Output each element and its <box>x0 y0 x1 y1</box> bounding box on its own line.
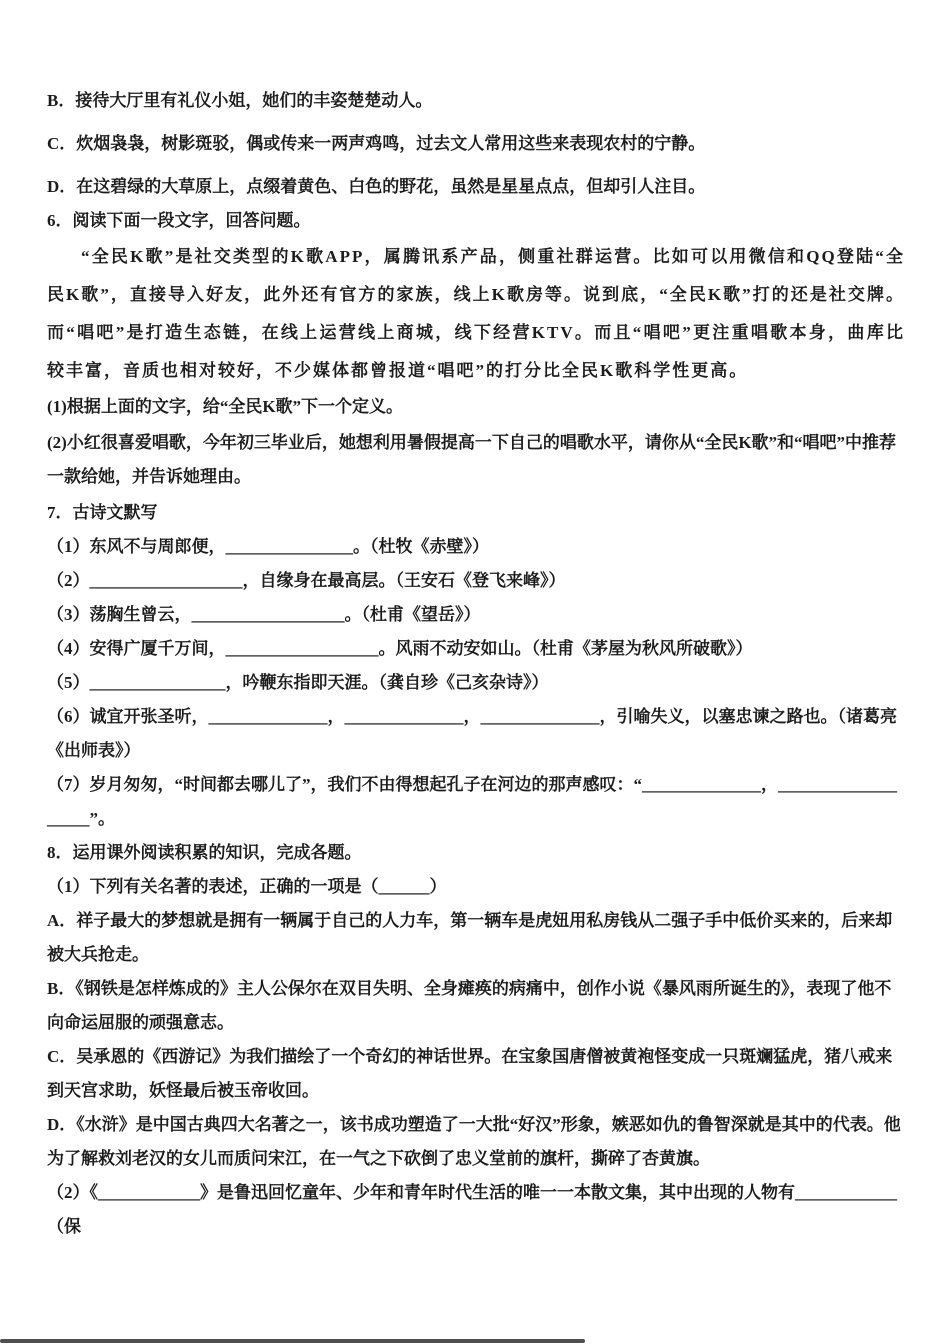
question-8-choice-c: C．吴承恩的《西游记》为我们描绘了一个奇幻的神话世界。在宝象国唐僧被黄袍怪变成一只斑斓猛虎，猪八戒来到天宫求助，妖怪最后被玉帝收回。 <box>47 1047 893 1100</box>
question-7-item-1: （1）东风不与周郎便，_______________。（杜牧《赤壁》） <box>47 537 489 556</box>
horizontal-scrollbar[interactable] <box>0 1338 950 1344</box>
question-8-part-2: （2）《____________》是鲁迅回忆童年、少年和青年时代生活的唯一一本散文集，其中出现的人物有____________（保 <box>47 1183 897 1236</box>
question-7-title: 7．古诗文默写 <box>47 503 158 522</box>
question-6-part-2: (2)小红很喜爱唱歌，今年初三毕业后，她想利用暑假提高一下自己的唱歌水平，请你从“全民K歌”和“唱吧”中推荐一款给她，并告诉她理由。 <box>47 433 897 486</box>
question-8-part-1: （1）下列有关名著的表述，正确的一项是（______） <box>47 877 447 896</box>
question-7-item-6: （6）诚宜开张圣听，______________，______________，______________，引喻失义，以塞忠谏之路也。（诸葛亮《出师表》） <box>47 707 897 760</box>
question-6-stem: 6．阅读下面一段文字，回答问题。 <box>47 211 311 230</box>
option-d: D．在这碧绿的大草原上，点缀着黄色、白色的野花，虽然是星星点点，但却引人注目。 <box>47 177 706 196</box>
question-8-title: 8．运用课外阅读积累的知识，完成各题。 <box>47 843 362 862</box>
question-6-passage: “全民K歌”是社交类型的K歌APP，属腾讯系产品，侧重社群运营。比如可以用微信和QQ登陆“全民K歌”，直接导入好友，此外还有官方的家族，线上K歌房等。说到底，“全民K歌”打的还是社交牌。而“唱吧”是打造生态链，在线上运营线上商城，线下经营KTV。而且“唱吧”更注重唱歌本身，曲库比较丰富，音质也相对较好，不少媒体都曾报道“唱吧”的打分比全民K歌科学性更高。 <box>47 247 905 380</box>
question-8-choice-a: A．祥子最大的梦想就是拥有一辆属于自己的人力车，第一辆车是虎妞用私房钱从二强子手中低价买来的，后来却被大兵抢走。 <box>47 911 893 964</box>
exam-document <box>47 84 905 1244</box>
question-7-item-5: （5）________________，吟鞭东指即天涯。（龚自珍《己亥杂诗》） <box>47 673 549 692</box>
scrollbar-thumb[interactable] <box>0 1339 585 1343</box>
question-8-choice-d: D．《水浒》是中国古典四大名著之一，该书成功塑造了一大批“好汉”形象，嫉恶如仇的鲁智深就是其中的代表。他为了解救刘老汉的女儿而质问宋江，在一气之下砍倒了忠义堂前的旗杆，撕碎了杏黄旗。 <box>47 1115 901 1168</box>
question-7-item-3: （3）荡胸生曾云，__________________。（杜甫《望岳》） <box>47 605 481 624</box>
question-6-part-1: (1)根据上面的文字，给“全民K歌”下一个定义。 <box>47 397 404 416</box>
question-7-item-4: （4）安得广厦千万间，__________________。风雨不动安如山。（杜甫《茅屋为秋风所破歌》） <box>47 639 753 658</box>
option-b: B．接待大厅里有礼仪小姐，她们的丰姿楚楚动人。 <box>47 91 433 110</box>
question-7-item-7: （7）岁月匆匆，“时间都去哪儿了”，我们不由得想起孔子在河边的那声感叹：“______________，___________________”。 <box>47 775 897 828</box>
question-8-choice-b: B．《钢铁是怎样炼成的》主人公保尔在双目失明、全身瘫痪的病痛中，创作小说《暴风雨所诞生的》，表现了他不向命运屈服的顽强意志。 <box>47 979 892 1032</box>
option-c: C．炊烟袅袅，树影斑驳，偶或传来一两声鸡鸣，过去文人常用这些来表现农村的宁静。 <box>47 134 706 153</box>
question-7-item-2: （2）__________________，自缘身在最高层。（王安石《登飞来峰》） <box>47 571 566 590</box>
